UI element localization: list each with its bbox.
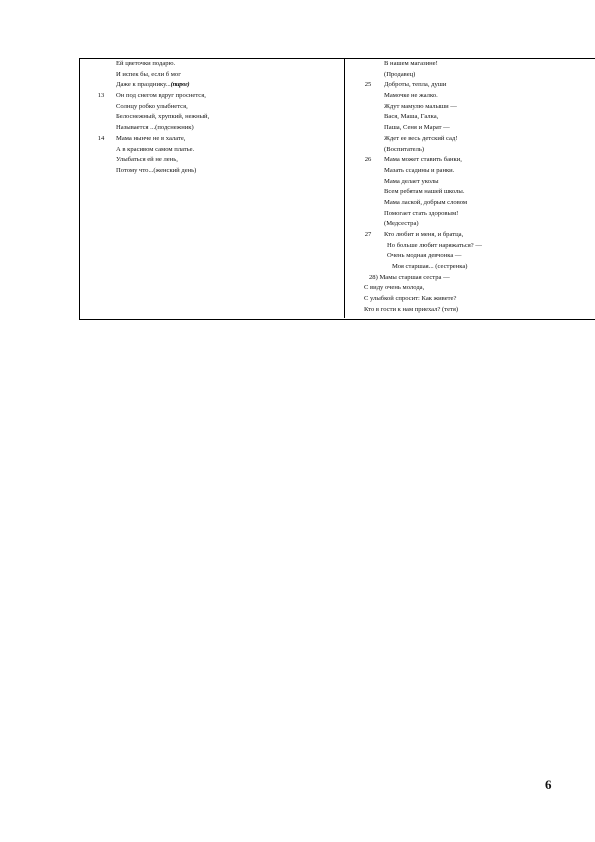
riddle-text: С улыбкой спросит: Как живете? xyxy=(364,295,457,303)
text-line xyxy=(352,91,590,102)
riddle-text: Белоснежный, хрупкий, нежный, xyxy=(116,113,210,121)
text-line xyxy=(86,155,338,166)
riddle-number xyxy=(352,219,384,230)
riddle-number xyxy=(86,155,116,166)
text-line xyxy=(352,273,590,284)
riddle-text: Ждет ее весь детский сад! xyxy=(384,134,458,142)
text-line xyxy=(86,59,338,70)
riddle-number xyxy=(86,59,116,70)
text-line xyxy=(352,80,590,91)
text-line xyxy=(86,134,338,145)
riddle-number xyxy=(352,123,384,134)
riddle-number xyxy=(352,112,384,123)
text-line xyxy=(352,262,590,273)
riddle-number xyxy=(86,70,116,81)
riddle-number xyxy=(352,145,384,156)
riddle-text: Кто любит и меня, и братца, xyxy=(384,231,464,238)
riddle-text: Потому что...(женский день) xyxy=(116,166,197,174)
riddle-answer: (пирог) xyxy=(170,81,190,89)
text-line xyxy=(352,145,590,156)
riddle-number xyxy=(86,112,116,123)
riddle-text: Но больше любит наряжаться? — xyxy=(387,241,482,249)
text-line xyxy=(352,166,590,177)
riddle-text: Ей цветочки подарю. xyxy=(116,60,176,67)
text-line xyxy=(86,91,338,102)
text-line xyxy=(352,123,590,134)
riddle-number xyxy=(86,145,116,156)
riddle-number xyxy=(352,102,384,113)
riddle-text: Паша, Сеня и Марат — xyxy=(384,124,450,132)
right-column xyxy=(352,59,590,316)
riddle-number xyxy=(352,198,384,209)
riddle-number xyxy=(352,91,384,102)
left-column xyxy=(86,59,338,177)
riddle-text: Даже к празднику... xyxy=(116,81,171,89)
text-line xyxy=(352,209,590,220)
riddle-text: Моя старшая... (сестренка) xyxy=(392,263,468,271)
riddle-text: И испек бы, если б мог xyxy=(116,70,181,78)
text-line xyxy=(86,123,338,134)
riddle-text: Улыбаться ей не лень, xyxy=(116,156,178,164)
riddle-number: 26 xyxy=(364,156,372,164)
text-line xyxy=(352,102,590,113)
text-line xyxy=(352,134,590,145)
riddle-text: В нашем магазине! xyxy=(384,60,438,67)
riddle-number xyxy=(352,166,384,177)
riddle-text: Доброты, тепла, души xyxy=(384,81,447,89)
column-divider xyxy=(344,58,345,318)
text-line xyxy=(352,305,590,316)
text-line xyxy=(86,112,338,123)
text-line xyxy=(352,251,590,262)
riddle-text: Всем ребятам нашей школы. xyxy=(384,188,465,196)
text-line xyxy=(352,294,590,305)
riddle-text: С виду очень молода, xyxy=(364,284,425,292)
riddle-number xyxy=(352,251,384,262)
text-line xyxy=(352,230,590,241)
riddle-number xyxy=(86,80,116,91)
text-line xyxy=(86,145,338,156)
riddle-number xyxy=(352,134,384,145)
riddle-number xyxy=(86,102,116,113)
riddle-text: Кто в гости к нам приехал? (тетя) xyxy=(364,305,459,313)
riddle-number: 14 xyxy=(97,134,105,142)
riddle-text: Мама лаской, добрым словом xyxy=(384,198,468,206)
text-line xyxy=(86,166,338,177)
riddle-text: (Медсестра) xyxy=(384,220,419,228)
riddle-number xyxy=(352,262,384,273)
riddle-text: Мама нынче не в халате, xyxy=(116,134,186,142)
text-line xyxy=(352,70,590,81)
riddle-text: Мама делает уколы xyxy=(384,177,439,185)
riddle-number xyxy=(86,123,116,134)
page-number: 6 xyxy=(545,777,552,792)
riddle-number xyxy=(352,209,384,220)
riddle-number xyxy=(352,241,384,252)
riddle-number xyxy=(352,59,384,70)
text-line xyxy=(86,80,338,91)
riddle-text: Мазать ссадины и ранки. xyxy=(384,166,455,174)
text-line xyxy=(86,102,338,113)
riddle-number: 13 xyxy=(97,92,105,100)
riddle-number xyxy=(86,166,116,177)
text-line xyxy=(352,112,590,123)
riddle-text: Он под снегом вдруг проснется, xyxy=(116,92,206,100)
riddle-text: Очень модная девчонка — xyxy=(387,252,462,260)
text-line xyxy=(352,198,590,209)
text-line xyxy=(352,283,590,294)
riddle-number xyxy=(352,177,384,188)
riddle-text: Ждут мамулю малыши — xyxy=(384,102,457,110)
riddle-text: (Продавец) xyxy=(384,70,416,78)
riddle-number xyxy=(352,70,384,81)
riddle-number: 27 xyxy=(364,231,372,238)
riddle-text: 28) Мамы старшая сестра — xyxy=(369,273,450,281)
riddle-number: 25 xyxy=(364,81,372,89)
riddle-text: Вася, Маша, Галка, xyxy=(384,113,439,121)
riddle-number xyxy=(352,187,384,198)
text-line xyxy=(86,70,338,81)
riddle-text: Мама может ставить банки, xyxy=(384,156,462,164)
riddle-text: Мамочке не жалко. xyxy=(384,92,438,100)
riddle-text: Помогает стать здоровым! xyxy=(384,209,459,217)
riddle-text: (Воспитатель) xyxy=(384,145,425,153)
riddle-text: Солнцу робко улыбнется, xyxy=(116,102,188,110)
text-line xyxy=(352,155,590,166)
riddle-text: Называется ...(подснежник) xyxy=(116,124,194,132)
text-line xyxy=(352,219,590,230)
text-line xyxy=(352,241,590,252)
riddle-text: А в красивом самом платье. xyxy=(116,145,195,153)
text-line xyxy=(352,177,590,188)
text-line xyxy=(352,59,590,70)
text-line xyxy=(352,187,590,198)
